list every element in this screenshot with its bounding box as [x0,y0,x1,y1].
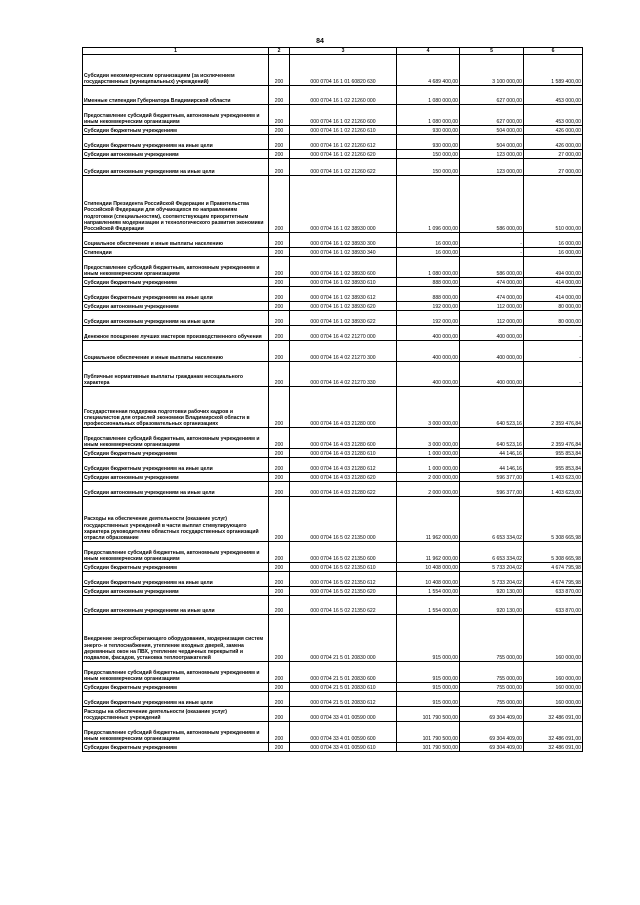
table-row [83,683,583,692]
row-plan-cell: 11 962 000,00 [397,542,460,563]
row-remaining-cell: 494 000,00 [524,257,583,278]
row-executed-cell: 627 000,00 [460,86,524,105]
row-classifier-cell: 000 0704 16 1 02 38930 612 [290,287,397,302]
row-remaining-cell: 633 870,00 [524,587,583,596]
row-plan-cell: 1 080 000,00 [397,86,460,105]
row-remaining-cell: 80 000,00 [524,302,583,311]
row-executed-cell: 112 000,00 [460,311,524,326]
table-row [83,482,583,497]
row-name-cell: Именные стипендии Губернатора Владимирской области [83,86,269,105]
row-plan-cell: 888 000,00 [397,287,460,302]
row-classifier-cell: 000 0704 16 5 02 21350 600 [290,542,397,563]
row-name-cell: Расходы на обеспечение деятельности (оказание услуг) государственных учреждений [83,707,269,722]
row-classifier-cell: 000 0704 16 1 02 21260 600 [290,105,397,126]
row-classifier-cell: 000 0704 16 1 02 38930 340 [290,248,397,257]
row-executed-cell: 640 523,16 [460,428,524,449]
row-name-cell: Социальное обеспечение и иные выплаты населению [83,341,269,362]
row-code-cell: 200 [269,458,290,473]
row-remaining-cell: 2 359 476,84 [524,428,583,449]
table-row [83,563,583,572]
row-name-cell: Субсидии автономным учреждениям [83,150,269,159]
table-row [83,587,583,596]
row-plan-cell: 3 000 000,00 [397,428,460,449]
row-plan-cell: 4 689 400,00 [397,55,460,86]
row-remaining-cell: 5 308 665,98 [524,542,583,563]
row-name-cell: Предоставление субсидий бюджетным, автономным учреждениям и иным некоммерческим организациям [83,542,269,563]
row-plan-cell: 2 000 000,00 [397,482,460,497]
row-name-cell: Предоставление субсидий бюджетным, автономным учреждениям и иным некоммерческим организациям [83,105,269,126]
row-remaining-cell: 1 589 400,00 [524,55,583,86]
table-row [83,233,583,248]
row-classifier-cell: 000 0704 16 4 02 21270 330 [290,362,397,387]
row-remaining-cell: 1 403 623,00 [524,473,583,482]
row-classifier-cell: 000 0704 16 1 02 38930 300 [290,233,397,248]
row-plan-cell: 101 790 500,00 [397,722,460,743]
row-code-cell: 200 [269,707,290,722]
row-code-cell: 200 [269,497,290,542]
row-executed-cell: 400 000,00 [460,326,524,341]
row-classifier-cell: 000 0704 16 1 01 60820 630 [290,55,397,86]
row-remaining-cell: 633 870,00 [524,596,583,615]
header-cell: 4 [397,48,460,55]
row-executed-cell: 123 000,00 [460,150,524,159]
row-executed-cell: 474 000,00 [460,287,524,302]
row-code-cell: 200 [269,572,290,587]
row-executed-cell: 6 653 334,02 [460,542,524,563]
table-row [83,497,583,542]
row-plan-cell: 150 000,00 [397,159,460,176]
row-classifier-cell: 000 0704 16 4 03 21280 000 [290,387,397,428]
row-name-cell: Субсидии бюджетным учреждениям [83,743,269,752]
row-remaining-cell: 80 000,00 [524,311,583,326]
row-plan-cell: 10 408 000,00 [397,572,460,587]
row-executed-cell: 755 000,00 [460,662,524,683]
row-plan-cell: 400 000,00 [397,326,460,341]
row-code-cell: 200 [269,341,290,362]
row-executed-cell: 400 000,00 [460,341,524,362]
row-classifier-cell: 000 0704 33 4 01 00590 600 [290,722,397,743]
row-plan-cell: 915 000,00 [397,615,460,662]
row-remaining-cell: 27 000,00 [524,159,583,176]
header-cell: 3 [290,48,397,55]
row-executed-cell: 755 000,00 [460,683,524,692]
row-classifier-cell: 000 0704 16 4 03 21280 622 [290,482,397,497]
table-row [83,542,583,563]
row-code-cell: 200 [269,692,290,707]
row-classifier-cell: 000 0704 16 5 02 21350 622 [290,596,397,615]
row-name-cell: Субсидии бюджетным учреждениям на иные цели [83,458,269,473]
header-cell: 6 [524,48,583,55]
row-remaining-cell: - [524,362,583,387]
row-code-cell: 200 [269,428,290,449]
row-remaining-cell: 414 000,00 [524,287,583,302]
row-executed-cell: 44 146,16 [460,449,524,458]
row-code-cell: 200 [269,150,290,159]
row-classifier-cell: 000 0704 16 1 02 38930 620 [290,302,397,311]
row-remaining-cell: 2 359 476,84 [524,387,583,428]
row-classifier-cell: 000 0704 16 1 02 38930 610 [290,278,397,287]
row-code-cell: 200 [269,662,290,683]
table-row [83,278,583,287]
row-name-cell: Расходы на обеспечение деятельности (оказание услуг) государственных учреждений в части выплат стимулирующего характера руководителям областных государственных организаций отрасли образование [83,497,269,542]
row-code-cell: 200 [269,563,290,572]
table-row [83,428,583,449]
row-classifier-cell: 000 0704 16 1 02 21260 610 [290,126,397,135]
row-remaining-cell: 32 486 091,00 [524,707,583,722]
row-code-cell: 200 [269,596,290,615]
row-executed-cell: 920 130,00 [460,596,524,615]
row-executed-cell: 627 000,00 [460,105,524,126]
row-classifier-cell: 000 0704 16 4 03 21280 610 [290,449,397,458]
row-plan-cell: 915 000,00 [397,683,460,692]
row-plan-cell: 1 000 000,00 [397,449,460,458]
row-code-cell: 200 [269,587,290,596]
row-remaining-cell: - [524,326,583,341]
row-classifier-cell: 000 0704 16 4 03 21280 620 [290,473,397,482]
row-remaining-cell: 160 000,00 [524,615,583,662]
row-plan-cell: 1 000 000,00 [397,458,460,473]
header-cell: 1 [83,48,269,55]
row-code-cell: 200 [269,248,290,257]
row-classifier-cell: 000 0704 33 4 01 00590 000 [290,707,397,722]
row-code-cell: 200 [269,615,290,662]
table-row [83,86,583,105]
row-classifier-cell: 000 0704 21 5 01 20830 000 [290,615,397,662]
row-name-cell: Субсидии бюджетным учреждениям [83,126,269,135]
row-plan-cell: 150 000,00 [397,150,460,159]
row-name-cell: Субсидии автономным учреждениям на иные цели [83,311,269,326]
row-code-cell: 200 [269,449,290,458]
header-cell: 2 [269,48,290,55]
row-remaining-cell: 160 000,00 [524,662,583,683]
row-classifier-cell: 000 0704 16 4 02 21270 000 [290,326,397,341]
row-name-cell: Субсидии автономным учреждениям [83,302,269,311]
row-remaining-cell: 1 403 623,00 [524,482,583,497]
row-plan-cell: 930 000,00 [397,126,460,135]
table-row [83,341,583,362]
row-classifier-cell: 000 0704 16 1 02 21260 612 [290,135,397,150]
table-row [83,287,583,302]
row-plan-cell: 3 000 000,00 [397,387,460,428]
table-row [83,458,583,473]
row-executed-cell: 586 000,00 [460,176,524,233]
row-classifier-cell: 000 0704 16 1 02 21260 000 [290,86,397,105]
row-code-cell: 200 [269,105,290,126]
table-row [83,176,583,233]
row-classifier-cell: 000 0704 16 4 03 21280 612 [290,458,397,473]
row-remaining-cell: 426 000,00 [524,126,583,135]
row-executed-cell: 69 304 409,00 [460,743,524,752]
row-name-cell: Предоставление субсидий бюджетным, автономным учреждениям и иным некоммерческим организациям [83,257,269,278]
row-name-cell: Стипендии [83,248,269,257]
row-name-cell: Субсидии автономным учреждениям на иные цели [83,159,269,176]
row-plan-cell: 1 554 000,00 [397,587,460,596]
row-executed-cell: 755 000,00 [460,692,524,707]
row-executed-cell: 6 653 334,02 [460,497,524,542]
row-remaining-cell: 955 853,84 [524,458,583,473]
table-row [83,615,583,662]
table-row [83,159,583,176]
row-executed-cell: 123 000,00 [460,159,524,176]
row-executed-cell: 3 100 000,00 [460,55,524,86]
row-remaining-cell: 4 674 795,98 [524,563,583,572]
row-code-cell: 200 [269,683,290,692]
row-remaining-cell: 160 000,00 [524,683,583,692]
row-classifier-cell: 000 0704 16 5 02 21350 612 [290,572,397,587]
row-executed-cell: 920 130,00 [460,587,524,596]
table-header-row [83,48,583,55]
row-plan-cell: 930 000,00 [397,135,460,150]
table-row [83,126,583,135]
table-row [83,55,583,86]
page-number: 84 [316,38,324,45]
row-remaining-cell: 453 000,00 [524,105,583,126]
table-row [83,326,583,341]
row-code-cell: 200 [269,473,290,482]
row-executed-cell: 112 000,00 [460,302,524,311]
row-name-cell: Субсидии бюджетным учреждениям [83,683,269,692]
row-executed-cell: 400 000,00 [460,362,524,387]
row-executed-cell: 596 377,00 [460,473,524,482]
row-classifier-cell: 000 0704 21 5 01 20830 600 [290,662,397,683]
row-code-cell: 200 [269,55,290,86]
table-row [83,105,583,126]
row-name-cell: Субсидии автономным учреждениям [83,587,269,596]
row-name-cell: Субсидии бюджетным учреждениям [83,278,269,287]
row-name-cell: Социальное обеспечение и иные выплаты населению [83,233,269,248]
row-name-cell: Субсидии бюджетным учреждениям [83,449,269,458]
row-classifier-cell: 000 0704 16 1 02 38930 622 [290,311,397,326]
table-row [83,387,583,428]
row-classifier-cell: 000 0704 16 1 02 21260 622 [290,159,397,176]
table-row [83,692,583,707]
row-executed-cell: 5 733 204,02 [460,563,524,572]
row-name-cell: Субсидии бюджетным учреждениям на иные цели [83,287,269,302]
table-row [83,248,583,257]
row-name-cell: Предоставление субсидий бюджетным, автономным учреждениям и иным некоммерческим организациям [83,662,269,683]
row-plan-cell: 1 080 000,00 [397,105,460,126]
row-plan-cell: 1 080 000,00 [397,257,460,278]
row-code-cell: 200 [269,135,290,150]
row-plan-cell: 1 096 000,00 [397,176,460,233]
row-code-cell: 200 [269,743,290,752]
row-code-cell: 200 [269,86,290,105]
row-classifier-cell: 000 0704 16 5 02 21350 610 [290,563,397,572]
row-executed-cell: 69 304 409,00 [460,707,524,722]
row-executed-cell: - [460,248,524,257]
table-row [83,302,583,311]
row-remaining-cell: 5 308 665,98 [524,497,583,542]
row-code-cell: 200 [269,302,290,311]
row-executed-cell: 44 146,16 [460,458,524,473]
row-plan-cell: 400 000,00 [397,341,460,362]
row-executed-cell: - [460,233,524,248]
row-executed-cell: 5 733 204,02 [460,572,524,587]
row-plan-cell: 915 000,00 [397,692,460,707]
table-row [83,662,583,683]
row-classifier-cell: 000 0704 16 4 03 21280 600 [290,428,397,449]
table-row [83,722,583,743]
table-row [83,257,583,278]
row-classifier-cell: 000 0704 16 4 02 21270 300 [290,341,397,362]
row-classifier-cell: 000 0704 16 5 02 21350 620 [290,587,397,596]
row-classifier-cell: 000 0704 33 4 01 00590 610 [290,743,397,752]
table-row [83,150,583,159]
row-plan-cell: 192 000,00 [397,311,460,326]
row-name-cell: Внедрение энергосберегающего оборудования, модернизация систем энерго- и теплоснабжения, утепление входных дверей, замена деревянных окон на ПВХ, утепление чердачных перекрытий и подвалов, фасадов, установка теплоотражателей [83,615,269,662]
row-code-cell: 200 [269,542,290,563]
row-name-cell: Субсидии бюджетным учреждениям на иные цели [83,692,269,707]
budget-table [82,47,583,752]
row-executed-cell: 640 523,16 [460,387,524,428]
row-name-cell: Субсидии автономным учреждениям на иные цели [83,596,269,615]
row-name-cell: Субсидии бюджетным учреждениям на иные цели [83,572,269,587]
row-name-cell: Субсидии автономным учреждениям на иные цели [83,482,269,497]
table-row [83,596,583,615]
row-code-cell: 200 [269,482,290,497]
row-code-cell: 200 [269,233,290,248]
row-plan-cell: 11 962 000,00 [397,497,460,542]
row-remaining-cell: 32 486 091,00 [524,743,583,752]
row-code-cell: 200 [269,287,290,302]
row-remaining-cell: - [524,341,583,362]
row-code-cell: 200 [269,326,290,341]
row-plan-cell: 888 000,00 [397,278,460,287]
row-code-cell: 200 [269,257,290,278]
row-code-cell: 200 [269,722,290,743]
row-remaining-cell: 955 853,84 [524,449,583,458]
row-remaining-cell: 16 000,00 [524,248,583,257]
row-plan-cell: 16 000,00 [397,233,460,248]
row-code-cell: 200 [269,278,290,287]
row-name-cell: Субсидии некоммерческим организациям (за исключением государственных (муниципальных) учреждений) [83,55,269,86]
row-remaining-cell: 27 000,00 [524,150,583,159]
row-executed-cell: 504 000,00 [460,135,524,150]
row-plan-cell: 101 790 500,00 [397,743,460,752]
table-row [83,572,583,587]
row-remaining-cell: 426 000,00 [524,135,583,150]
row-name-cell: Субсидии бюджетным учреждениям [83,563,269,572]
row-executed-cell: 69 304 409,00 [460,722,524,743]
row-remaining-cell: 16 000,00 [524,233,583,248]
row-name-cell: Публичные нормативные выплаты гражданам несоциального характера [83,362,269,387]
row-name-cell: Предоставление субсидий бюджетным, автономным учреждениям и иным некоммерческим организациям [83,722,269,743]
row-classifier-cell: 000 0704 21 5 01 20830 612 [290,692,397,707]
table-row [83,362,583,387]
row-code-cell: 200 [269,176,290,233]
row-executed-cell: 596 377,00 [460,482,524,497]
table-row [83,449,583,458]
row-plan-cell: 2 000 000,00 [397,473,460,482]
row-name-cell: Государственная поддержка подготовки рабочих кадров и специалистов для отраслей экономики Владимирской области в профессиональных образовательных организациях [83,387,269,428]
row-classifier-cell: 000 0704 16 1 02 38930 600 [290,257,397,278]
row-plan-cell: 400 000,00 [397,362,460,387]
row-remaining-cell: 453 000,00 [524,86,583,105]
row-code-cell: 200 [269,387,290,428]
row-classifier-cell: 000 0704 21 5 01 20830 610 [290,683,397,692]
row-remaining-cell: 4 674 795,98 [524,572,583,587]
row-name-cell: Стипендии Президента Российской Федерации и Правительства Российской Федерации для обучающихся по направлениям подготовки (специальностям), соответствующим приоритетным направлениям модернизации и технологического развития экономики Российской Федерации [83,176,269,233]
row-remaining-cell: 414 000,00 [524,278,583,287]
row-name-cell: Субсидии автономным учреждениям [83,473,269,482]
row-plan-cell: 915 000,00 [397,662,460,683]
row-plan-cell: 16 000,00 [397,248,460,257]
row-executed-cell: 474 000,00 [460,278,524,287]
row-name-cell: Субсидии бюджетным учреждениям на иные цели [83,135,269,150]
row-plan-cell: 10 408 000,00 [397,563,460,572]
row-classifier-cell: 000 0704 16 1 02 21260 620 [290,150,397,159]
table-row [83,707,583,722]
row-plan-cell: 192 000,00 [397,302,460,311]
row-name-cell: Денежное поощрение лучших мастеров производственного обучения [83,326,269,341]
row-code-cell: 200 [269,311,290,326]
row-name-cell: Предоставление субсидий бюджетным, автономным учреждениям и иным некоммерческим организациям [83,428,269,449]
row-plan-cell: 1 554 000,00 [397,596,460,615]
row-classifier-cell: 000 0704 16 5 02 21350 000 [290,497,397,542]
row-code-cell: 200 [269,362,290,387]
row-code-cell: 200 [269,126,290,135]
table-row [83,135,583,150]
row-remaining-cell: 510 000,00 [524,176,583,233]
row-remaining-cell: 32 486 091,00 [524,722,583,743]
header-cell: 5 [460,48,524,55]
row-executed-cell: 586 000,00 [460,257,524,278]
table-row [83,311,583,326]
row-executed-cell: 755 000,00 [460,615,524,662]
row-executed-cell: 504 000,00 [460,126,524,135]
row-remaining-cell: 160 000,00 [524,692,583,707]
row-plan-cell: 101 790 500,00 [397,707,460,722]
table-row [83,743,583,752]
row-classifier-cell: 000 0704 16 1 02 38930 000 [290,176,397,233]
row-code-cell: 200 [269,159,290,176]
table-row [83,473,583,482]
